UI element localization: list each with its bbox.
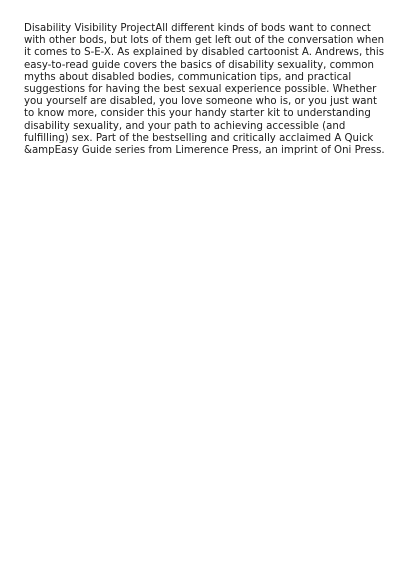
body-paragraph: Disability Visibility ProjectAll different kinds of bods want to connect with other bods, but lots of them get left out of the conversation when it comes to S-E-X. As explained by disabled cartoonist A. Andrews, this easy-to-read guide covers the basics of disability sexuality, common myths about disabled bodies, communication tips, and practical suggestions for having the best sexual experience possible. Whether you yourself are disabled, you love someone who is, or you just want to know more, consider this your handy starter kit to understanding disability sexuality, and your path to achieving accessible (and fulfilling) sex. Part of the bestselling and critically acclaimed A Quick &ampEasy Guide series from Limerence Press, an imprint of Oni Press. xyxy=(24,23,385,157)
